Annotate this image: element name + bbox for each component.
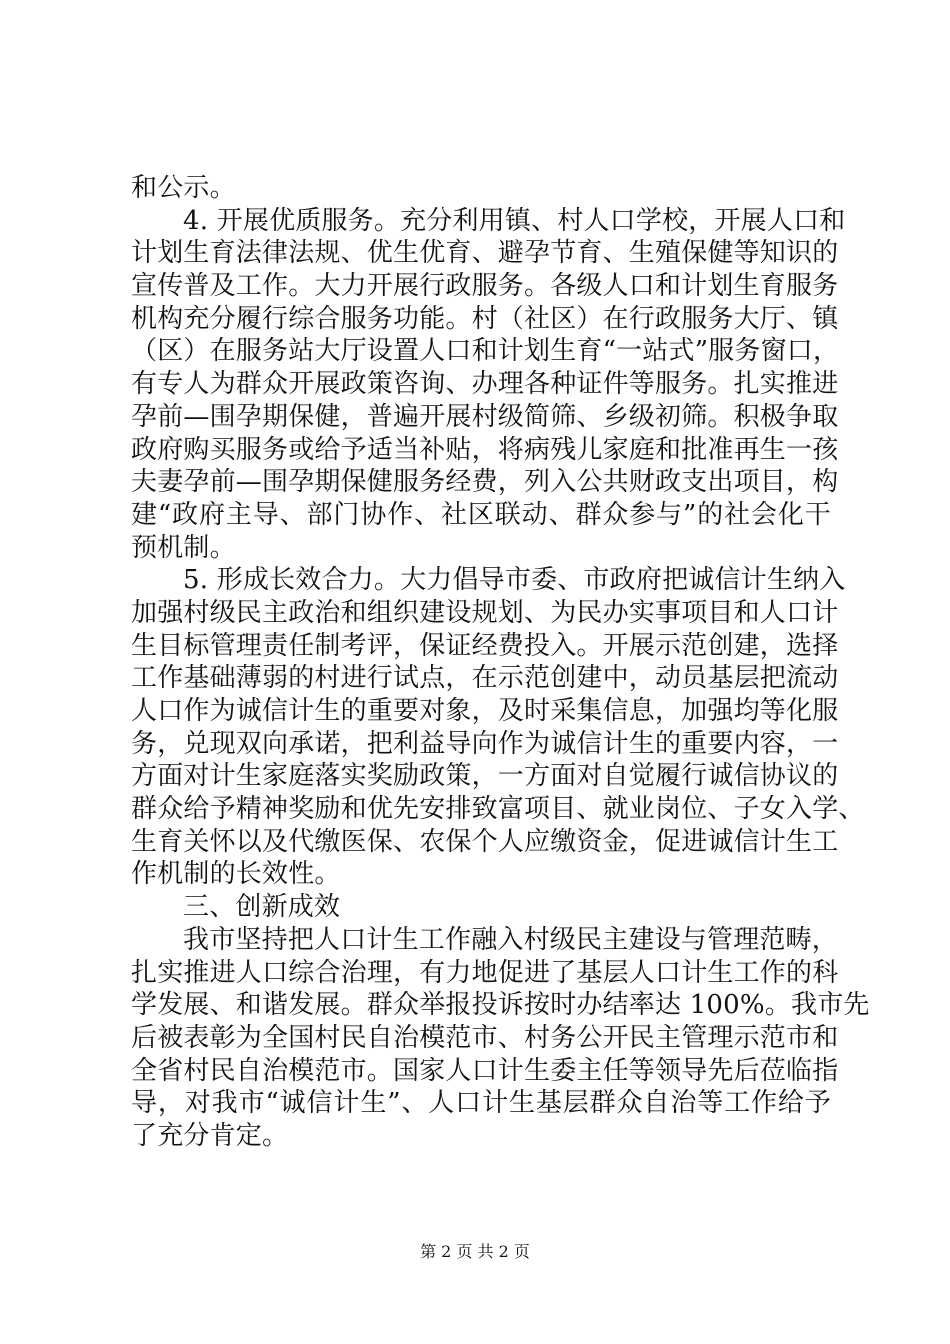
text-line: 预机制。 bbox=[131, 532, 236, 563]
text-line: 生育关怀以及代缴医保、农保个人应缴资金，促进诚信计生工 bbox=[131, 826, 839, 857]
text-line: 三、创新成效 bbox=[183, 892, 341, 923]
page-footer: 第 2 页 共 2 页 bbox=[420, 1242, 530, 1261]
text-line: 建“政府主导、部门协作、社区联动、群众参与”的社会化干 bbox=[131, 499, 831, 530]
text-line: 夫妻孕前—围孕期保健服务经费，列入公共财政支出项目，构 bbox=[131, 467, 839, 498]
text-line: 机构充分履行综合服务功能。村（社区）在行政服务大厅、镇 bbox=[131, 303, 839, 334]
text-line: 有专人为群众开展政策咨询、办理各种证件等服务。扎实推进 bbox=[131, 369, 839, 400]
text-line: 5. 形成长效合力。大力倡导市委、市政府把诚信计生纳入 bbox=[183, 565, 846, 596]
text-line: 宣传普及工作。大力开展行政服务。各级人口和计划生育服务 bbox=[131, 271, 839, 302]
text-line: 我市坚持把人口计生工作融入村级民主建设与管理范畴， bbox=[183, 924, 839, 955]
text-line: 方面对计生家庭落实奖励政策，一方面对自觉履行诚信协议的 bbox=[131, 761, 839, 792]
text-line: 务，兑现双向承诺，把利益导向作为诚信计生的重要内容，一 bbox=[131, 728, 839, 759]
text-line: 4. 开展优质服务。充分利用镇、村人口学校，开展人口和 bbox=[183, 205, 846, 236]
text-line: 和公示。 bbox=[131, 173, 236, 203]
text-line: 作机制的长效性。 bbox=[131, 859, 341, 890]
text-line: 政府购买服务或给予适当补贴，将病残儿家庭和批准再生一孩 bbox=[131, 434, 839, 465]
text-line: 全省村民自治模范市。国家人口计生委主任等领导先后莅临指 bbox=[131, 1055, 839, 1086]
text-line: 后被表彰为全国村民自治模范市、村务公开民主管理示范市和 bbox=[131, 1022, 839, 1053]
text-line: 孕前—围孕期保健，普遍开展村级简筛、乡级初筛。积极争取 bbox=[131, 401, 839, 432]
text-line: 群众给予精神奖励和优先安排致富项目、就业岗位、子女入学、 bbox=[131, 794, 865, 825]
text-line: （区）在服务站大厅设置人口和计划生育“一站式”服务窗口， bbox=[131, 336, 840, 367]
text-line: 导，对我市“诚信计生”、人口计生基层群众自治等工作给予 bbox=[131, 1088, 831, 1119]
text-line: 工作基础薄弱的村进行试点，在示范创建中，动员基层把流动 bbox=[131, 663, 839, 694]
text-line: 学发展、和谐发展。群众举报投诉按时办结率达 100%。我市先 bbox=[131, 990, 870, 1021]
text-line: 计划生育法律法规、优生优育、避孕节育、生殖保健等知识的 bbox=[131, 238, 839, 269]
text-line: 扎实推进人口综合治理，有力地促进了基层人口计生工作的科 bbox=[131, 957, 839, 988]
document-body bbox=[131, 172, 870, 1153]
text-line: 了充分肯定。 bbox=[131, 1120, 289, 1151]
text-line: 加强村级民主政治和组织建设规划、为民办实事项目和人口计 bbox=[131, 597, 839, 628]
text-line: 人口作为诚信计生的重要对象，及时采集信息，加强均等化服 bbox=[131, 696, 839, 726]
text-line: 生目标管理责任制考评，保证经费投入。开展示范创建，选择 bbox=[131, 630, 839, 661]
